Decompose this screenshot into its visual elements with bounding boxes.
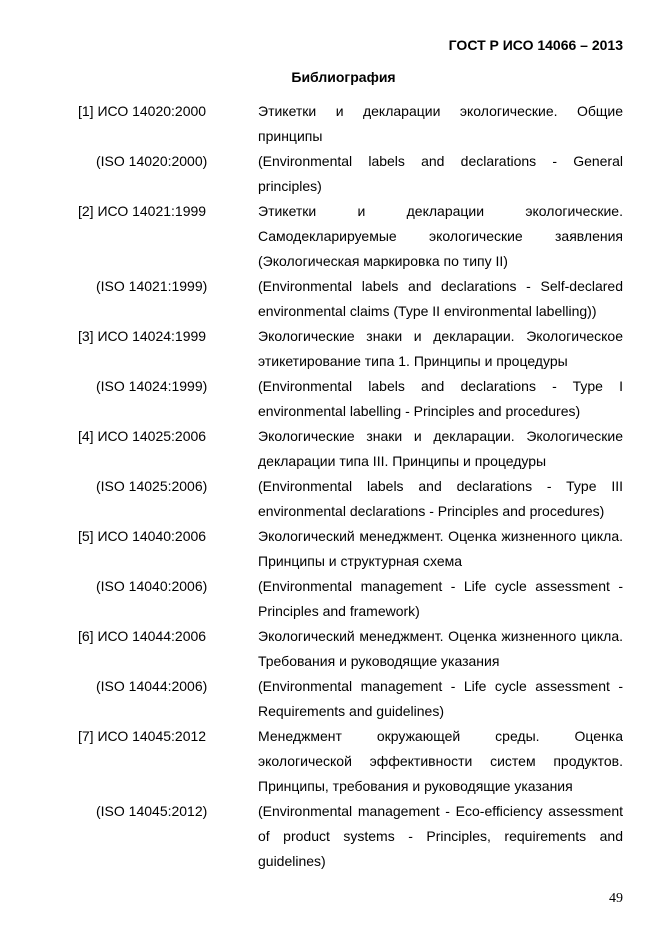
entry-title: Этикетки и декларации экологические. Самодекларируемые экологические заявления (Экологическая маркировка по типу II) <box>258 203 623 269</box>
bibliography-entry <box>0 99 661 149</box>
entry-title: Этикетки и декларации экологические. Общие принципы <box>258 103 623 144</box>
entry-reference: (ISO 14044:2006) <box>96 678 208 694</box>
bibliography-entry <box>0 574 661 624</box>
document-header: ГОСТ Р ИСО 14066 – 2013 <box>448 37 623 53</box>
bibliography-entry <box>0 724 661 799</box>
entry-reference: [4] ИСО 14025:2006 <box>78 428 207 444</box>
bibliography-entry <box>0 474 661 524</box>
entry-title: (Environmental labels and declarations - Type I environmental labelling - Principles and procedures) <box>258 378 623 419</box>
entry-title: Экологические знаки и декларации. Экологические декларации типа III. Принципы и процедуры <box>258 428 623 469</box>
entry-title: Экологические знаки и декларации. Экологическое этикетирование типа 1. Принципы и процедуры <box>258 328 623 369</box>
entry-title: (Environmental labels and declarations - Self-declared environmental claims (Type II environmental labelling)) <box>258 278 623 319</box>
entry-title: Менеджмент окружающей среды. Оценка экологической эффективности систем продуктов. Принципы, требования и руководящие указания <box>258 728 623 794</box>
page-number: 49 <box>609 891 623 906</box>
entry-title: Экологический менеджмент. Оценка жизненного цикла. Принципы и структурная схема <box>258 528 623 569</box>
entry-title: (Environmental labels and declarations - Type III environmental declarations - Principles and procedures) <box>258 478 623 519</box>
entry-reference: [7] ИСО 14045:2012 <box>78 728 207 744</box>
entry-reference: [3] ИСО 14024:1999 <box>78 328 207 344</box>
bibliography-entry <box>0 149 661 199</box>
entry-title: (Environmental labels and declarations - General principles) <box>258 153 623 194</box>
entry-reference: [1] ИСО 14020:2000 <box>78 103 207 119</box>
entry-reference: (ISO 14040:2006) <box>96 578 208 594</box>
entry-reference: (ISO 14024:1999) <box>96 378 208 394</box>
entry-reference: (ISO 14021:1999) <box>96 278 208 294</box>
entry-reference: [6] ИСО 14044:2006 <box>78 628 207 644</box>
bibliography-entry <box>0 674 661 724</box>
bibliography-entry <box>0 524 661 574</box>
entry-reference: (ISO 14025:2006) <box>96 478 208 494</box>
bibliography-list <box>0 99 661 874</box>
bibliography-entry <box>0 424 661 474</box>
bibliography-entry <box>0 199 661 274</box>
entry-title: Экологический менеджмент. Оценка жизненного цикла. Требования и руководящие указания <box>258 628 623 669</box>
bibliography-entry <box>0 324 661 374</box>
bibliography-entry <box>0 374 661 424</box>
bibliography-entry <box>0 799 661 874</box>
entry-reference: [5] ИСО 14040:2006 <box>78 528 207 544</box>
entry-title: (Environmental management - Life cycle assessment - Requirements and guidelines) <box>258 678 623 719</box>
entry-title: (Environmental management - Eco-efficiency assessment of product systems - Principles, requirements and guidelines) <box>258 803 623 869</box>
entry-reference: (ISO 14045:2012) <box>96 803 208 819</box>
entry-reference: (ISO 14020:2000) <box>96 153 208 169</box>
section-title: Библиография <box>291 69 396 85</box>
bibliography-entry <box>0 274 661 324</box>
bibliography-entry <box>0 624 661 674</box>
entry-title: (Environmental management - Life cycle assessment - Principles and framework) <box>258 578 623 619</box>
entry-reference: [2] ИСО 14021:1999 <box>78 203 207 219</box>
